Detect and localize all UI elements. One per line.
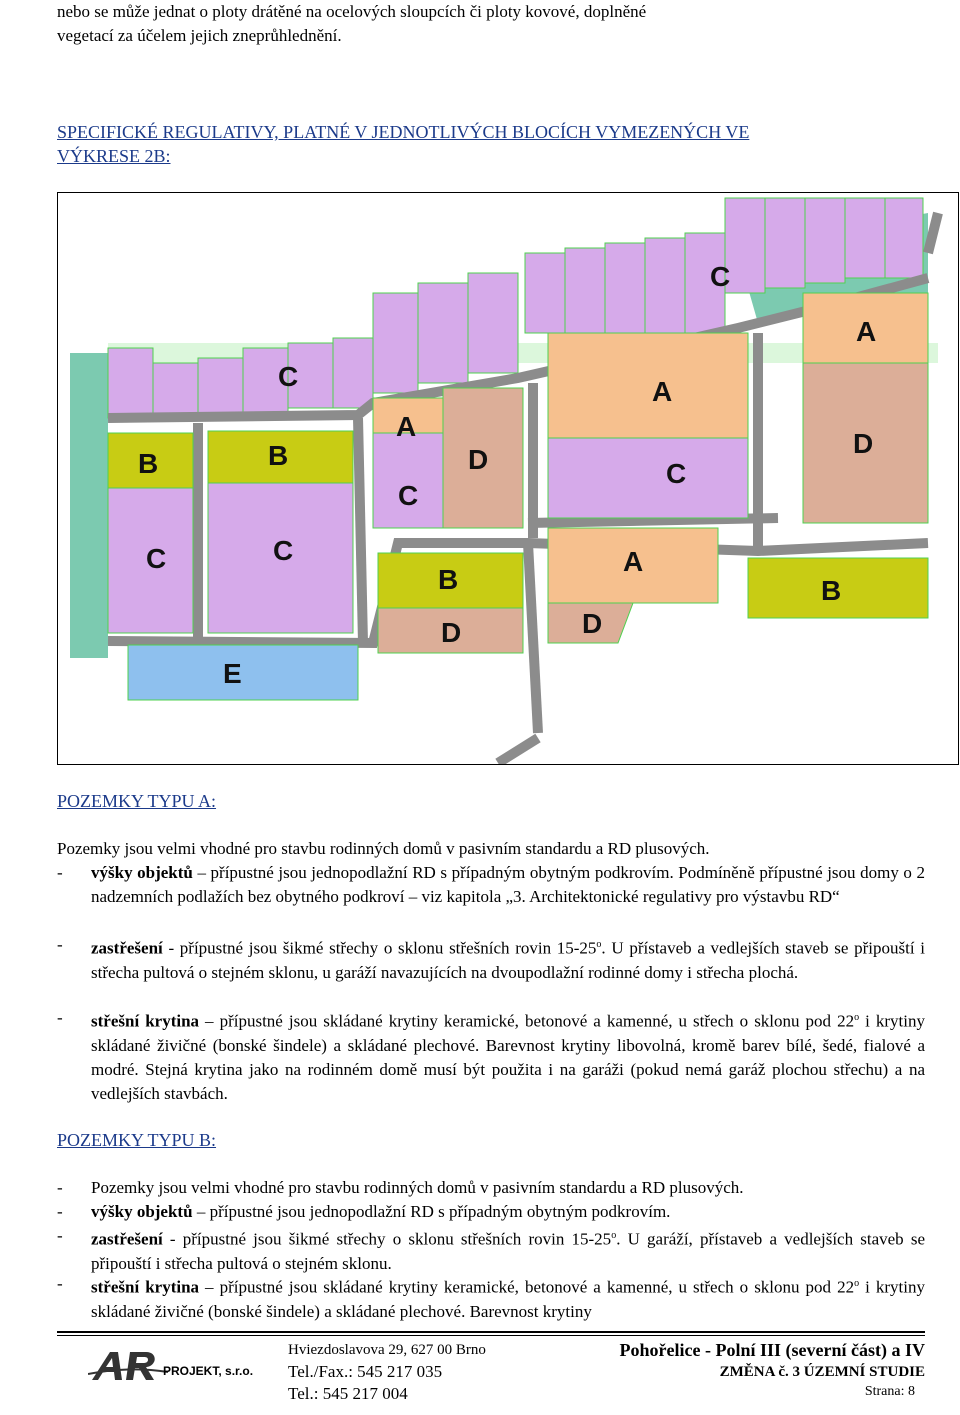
dash-6: - — [57, 1226, 63, 1245]
company-logo — [88, 1348, 268, 1382]
type-b-roof-text-a: - přípustné jsou šikmé střechy o sklonu střešních rovin 15-25 — [162, 1229, 612, 1249]
label-c-upper: C — [278, 361, 299, 392]
zone-a-block-right — [548, 333, 748, 438]
dash-4: - — [57, 1178, 63, 1197]
type-a-cover-label: střešní krytina — [91, 1011, 200, 1031]
type-b-roof-label: zastřešení — [91, 1229, 163, 1249]
type-b-cover-text-a: – přípustné jsou skládané krytiny keramické, betonové a kamenné, u střech o sklonu pod 22 — [199, 1277, 855, 1297]
label-b-mid: B — [268, 440, 289, 471]
type-a-heights-text: – přípustné jsou jednopodlažní RD s případným obytným podkrovím. Podmíněně přípustné jsou domy o 2 nadzemních podlažích bez obytného podkroví – viz kapitola „3. Architektonické regulativy pro výstavbu RD“ — [91, 863, 925, 906]
label-c-center: C — [398, 480, 419, 511]
dash-2: - — [57, 935, 63, 954]
type-a-cover-text-b: i krytiny skládané živičné (bonské šindele) a skládané plechové. Barevnost krytiny libovolná, kromě barev bílé, šedé, fialové a modré. Stejná krytina jako na rodinném domě musí být použita i na garáži (pokud nemá garáž plochou střechu) a na vedlejších stavbách. — [91, 1011, 925, 1103]
dash-3: - — [57, 1008, 63, 1027]
label-d-lower: D — [441, 617, 462, 648]
dash-5: - — [57, 1202, 63, 1221]
type-a-heading: POZEMKY TYPU A: — [57, 791, 217, 811]
type-a-roof-text-b: . U přístaveb a vedlejších staveb se připouští i střecha pultová o stejném sklonu, u garáží navazujících na dvoupodlažní rodinné domy i střecha plochá. — [91, 938, 925, 982]
zone-c-block-right — [548, 438, 748, 518]
dash-7: - — [57, 1274, 63, 1293]
label-b-left: B — [138, 448, 159, 479]
type-b-intro-text: Pozemky jsou velmi vhodné pro stavbu rodinných domů v pasivním standardu a RD plusových. — [91, 1178, 744, 1197]
label-a-lower: A — [623, 546, 644, 577]
type-a-roof-label: zastřešení — [91, 938, 163, 958]
zone-e-block — [128, 645, 358, 700]
label-d-far-right: D — [853, 428, 874, 459]
footer-change: ZMĚNA č. 3 ÚZEMNÍ STUDIE — [719, 1364, 925, 1380]
label-d-center: D — [468, 444, 489, 475]
label-c-top: C — [710, 261, 731, 292]
type-b-heights-label: výšky objektů — [91, 1202, 193, 1221]
label-b-lower: B — [438, 564, 459, 595]
type-a-roof-degree: o — [596, 939, 602, 950]
block-map-drawing — [58, 193, 958, 764]
label-c-mid: C — [273, 535, 294, 566]
type-a-intro: Pozemky jsou velmi vhodné pro stavbu rodinných domů v pasivním standardu a RD plusových. — [57, 839, 710, 858]
intro-text — [57, 0, 925, 48]
footer-project: Pohořelice - Polní III (severní část) a IV — [619, 1340, 925, 1360]
dash-1: - — [57, 863, 63, 882]
type-a-cover-degree: o — [854, 1012, 860, 1023]
footer-rule-thin — [57, 1335, 925, 1336]
type-b-bullet-covering — [57, 1272, 925, 1324]
intro-line-2: vegetací za účelem jejich zneprůhlednění. — [57, 26, 342, 45]
green-strip-left — [70, 353, 108, 658]
label-c-right: C — [666, 458, 687, 489]
label-e: E — [223, 658, 242, 689]
label-a-far-right: A — [856, 316, 877, 347]
type-b-cover-degree: o — [854, 1278, 860, 1289]
type-a-heights-label: výšky objektů — [91, 863, 193, 882]
intro-line-1: nebo se může jednat o ploty drátěné na ocelových sloupcích či ploty kovové, doplněné — [57, 2, 647, 21]
type-b-bullet-roofing — [57, 1224, 925, 1276]
type-b-roof-degree: o — [611, 1230, 617, 1241]
footer-rule-thick — [57, 1331, 925, 1333]
footer-page: Strana: 8 — [864, 1384, 915, 1399]
type-b-bullet-intro — [57, 1176, 925, 1200]
label-b-right: B — [821, 575, 842, 606]
section-title-line-2: VÝKRESE 2B: — [57, 146, 171, 166]
label-a-center: A — [396, 411, 417, 442]
label-c-left: C — [146, 543, 167, 574]
footer-telfax: Tel./Fax.: 545 217 035 — [288, 1362, 443, 1381]
type-b-cover-label: střešní krytina — [91, 1277, 200, 1297]
type-a-bullet-heights — [57, 861, 925, 909]
type-b-bullet-heights — [57, 1200, 925, 1224]
type-a-roof-text-a: - přípustné jsou šikmé střechy o sklonu střešních rovin 15-25 — [162, 938, 597, 958]
type-b-heading: POZEMKY TYPU B: — [57, 1130, 217, 1150]
type-a-bullet-covering — [57, 1006, 925, 1106]
footer-address: Hviezdoslavova 29, 627 00 Brno — [288, 1342, 486, 1358]
footer-tel: Tel.: 545 217 004 — [288, 1384, 408, 1403]
type-b-heights-text: – přípustné jsou jednopodlažní RD s případným obytným podkrovím. — [192, 1202, 671, 1221]
type-a-bullet-roofing — [57, 933, 925, 985]
type-b-roof-text-b: . U garáží, přístaveb a vedlejších staveb se připouští i střecha pultová o stejném sklonu. — [91, 1229, 926, 1273]
logo-text: PROJEKT, s.r.o. — [163, 1364, 254, 1378]
section-title — [57, 120, 925, 168]
type-a-cover-text-a: – přípustné jsou skládané krytiny keramické, betonové a kamenné, u střech o sklonu pod 22 — [199, 1011, 855, 1031]
section-title-line-1: SPECIFICKÉ REGULATIVY, PLATNÉ V JEDNOTLIVÝCH BLOCÍCH VYMEZENÝCH VE — [57, 122, 750, 142]
type-b-cover-text-b: i krytiny skládané živičné (bonské šindele) a skládané plechové. Barevnost krytiny — [91, 1277, 925, 1321]
label-a-right: A — [652, 376, 673, 407]
label-d-lower-right: D — [582, 608, 603, 639]
block-map — [57, 192, 959, 765]
